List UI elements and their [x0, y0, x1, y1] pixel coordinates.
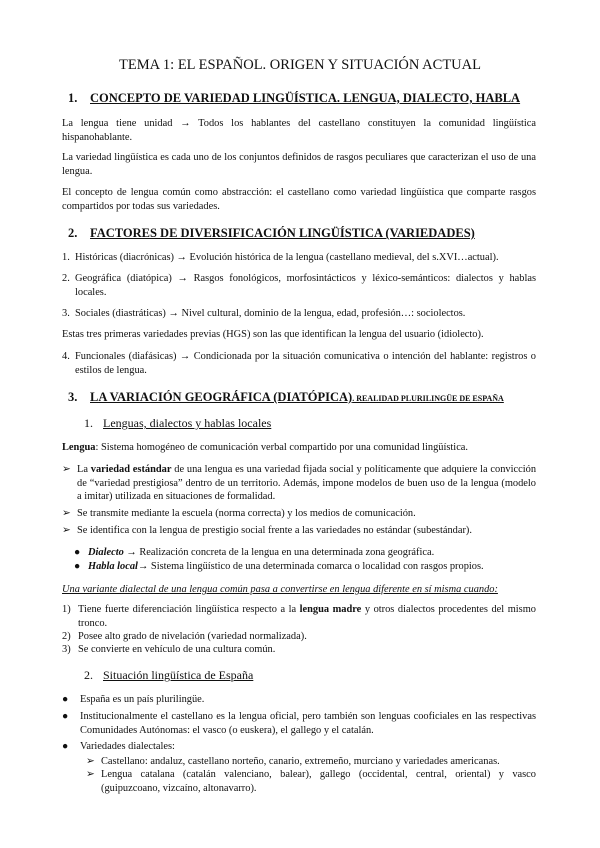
list-number: 2. — [62, 273, 70, 284]
arrow-item — [62, 507, 536, 521]
dialect-item: ➢ Lengua catalana (catalán valenciano, balear), gallego (occidental, central, oriental) y vasco (guipuzcoano, vizcaíno, altonavarro). — [86, 769, 536, 794]
list-text: Históricas (diacrónicas) → Evolución histórica de la lengua (castellano medieval, del s.XVI…actual). — [75, 252, 499, 263]
arrow-item-text: La variedad estándar de una lengua es una variedad fijada social y políticamente que adquiere la convicción de “variedad prestigiosa” dentro de un territorio. Además, impone modelos de buen uso de la lengua (modelo a imitar) utilizada en situaciones de formalidad. — [77, 464, 537, 502]
bullet-icon: ● — [74, 561, 81, 572]
section-number: 3. — [68, 390, 78, 404]
term: Dialecto — [88, 547, 124, 558]
subsection-title: Situación lingüística de España — [103, 668, 254, 682]
condition-item: 1) Tiene fuerte diferenciación lingüística respecto a la lengua madre y otros dialectos procedentes del mismo tronco. — [62, 604, 536, 629]
bullet-item: ● Variedades dialectales: — [62, 741, 175, 752]
subsection-number: 1. — [84, 416, 93, 430]
list-item — [62, 272, 536, 299]
arrow-icon: ➢ — [86, 756, 95, 767]
condition-item: 3) Se convierte en vehículo de una cultura común. — [62, 644, 276, 655]
definition-text: : Sistema homogéneo de comunicación verbal compartido por una comunidad lingüística. — [95, 442, 469, 453]
list-number: 3. — [62, 308, 70, 319]
term: Habla local — [88, 561, 138, 572]
page-title: TEMA 1: EL ESPAÑOL. ORIGEN Y SITUACIÓN ACTUAL — [119, 57, 481, 73]
subsection-2-heading — [84, 668, 253, 683]
bullet-icon: ● — [62, 711, 69, 722]
arrow-icon: ➢ — [62, 464, 71, 475]
bullet-item: ● España es un país plurilingüe. — [62, 694, 205, 705]
subsection-title: Lenguas, dialectos y hablas locales — [103, 416, 272, 430]
list-text: Sociales (diastráticas) → Nivel cultural, dominio de la lengua, edad, profesión…: sociolectos. — [75, 308, 466, 319]
condition-item: 2) Posee alto grado de nivelación (variedad normalizada). — [62, 631, 307, 642]
section-title: FACTORES DE DIVERSIFICACIÓN LINGÜÍSTICA (VARIEDADES) — [90, 226, 475, 240]
bullet-item: ● Dialecto → Realización concreta de la lengua en una determinada zona geográfica. — [74, 547, 435, 558]
variant-heading: Una variante dialectal de una lengua común pasa a convertirse en lengua diferente en sí misma cuando: — [62, 584, 498, 595]
paragraph: El concepto de lengua común como abstracción: el castellano como variedad lingüística que comparte rasgos compartidos por todas sus variedades. — [62, 187, 536, 212]
condition-number: 2) — [62, 631, 71, 642]
arrow-icon: ➢ — [62, 525, 71, 536]
bullet-icon: ● — [74, 547, 81, 558]
section-title: LA VARIACIÓN GEOGRÁFICA (DIATÓPICA) — [90, 390, 353, 404]
list-text: Funcionales (diafásicas) → Condicionada por la situación comunicativa o intención del hablante: registros o estilos de lengua. — [75, 351, 536, 376]
arrow-item — [62, 463, 536, 504]
arrow-item-text: Se identifica con la lengua de prestigio social frente a las variedades no estándar (subestándar). — [77, 525, 472, 536]
list-number: 1. — [62, 252, 70, 263]
list-item — [62, 251, 536, 265]
subsection-1-heading — [84, 416, 271, 431]
section-3-heading — [68, 390, 504, 405]
dialect-item: ➢ Castellano: andaluz, castellano norteño, canario, extremeño, murciano y variedades americanas. — [86, 756, 500, 767]
bullet-icon: ● — [62, 741, 69, 752]
arrow-item-text: Se transmite mediante la escuela (norma correcta) y los medios de comunicación. — [77, 508, 416, 519]
list-number: 4. — [62, 351, 70, 362]
bullet-icon: ● — [62, 694, 69, 705]
list-item — [62, 307, 536, 321]
paragraph: La variedad lingüística es cada uno de los conjuntos definidos de rasgos peculiares que caracterizan el uso de una lengua. — [62, 152, 536, 177]
arrow-item — [62, 524, 536, 538]
arrow-icon: ➢ — [62, 508, 71, 519]
section-number: 1. — [68, 91, 78, 105]
list-item — [62, 350, 536, 377]
section-2-heading — [68, 226, 475, 241]
list-text: Geográfica (diatópica) → Rasgos fonológicos, morfosintácticos y léxico-semánticos: dialectos y hablas locales. — [75, 273, 536, 298]
subsection-number: 2. — [84, 668, 93, 682]
condition-number: 3) — [62, 644, 71, 655]
paragraph: Estas tres primeras variedades previas (HGS) son las que identifican la lengua del usuario (idiolecto). — [62, 329, 484, 340]
definition — [62, 441, 536, 455]
bullet-item: ● Habla local→ Sistema lingüístico de una determinada comarca o localidad con rasgos propios. — [74, 561, 484, 572]
bullet-item: ● Institucionalmente el castellano es la lengua oficial, pero también son lenguas cooficiales en las respectivas Comunidades Autónomas: el vasco (o euskera), el gallego y el catalán. — [62, 711, 536, 736]
section-title: CONCEPTO DE VARIEDAD LINGÜÍSTICA. LENGUA, DIALECTO, HABLA — [90, 91, 521, 105]
section-subtitle: . REALIDAD PLURILINGÜE DE ESPAÑA — [352, 394, 504, 403]
arrow-icon: ➢ — [86, 769, 95, 780]
term: Lengua — [62, 442, 96, 453]
condition-number: 1) — [62, 604, 71, 615]
section-1-heading — [68, 91, 520, 106]
paragraph: La lengua tiene unidad → Todos los hablantes del castellano constituyen la comunidad lingüística hispanohablante. — [62, 118, 536, 143]
section-number: 2. — [68, 226, 78, 240]
